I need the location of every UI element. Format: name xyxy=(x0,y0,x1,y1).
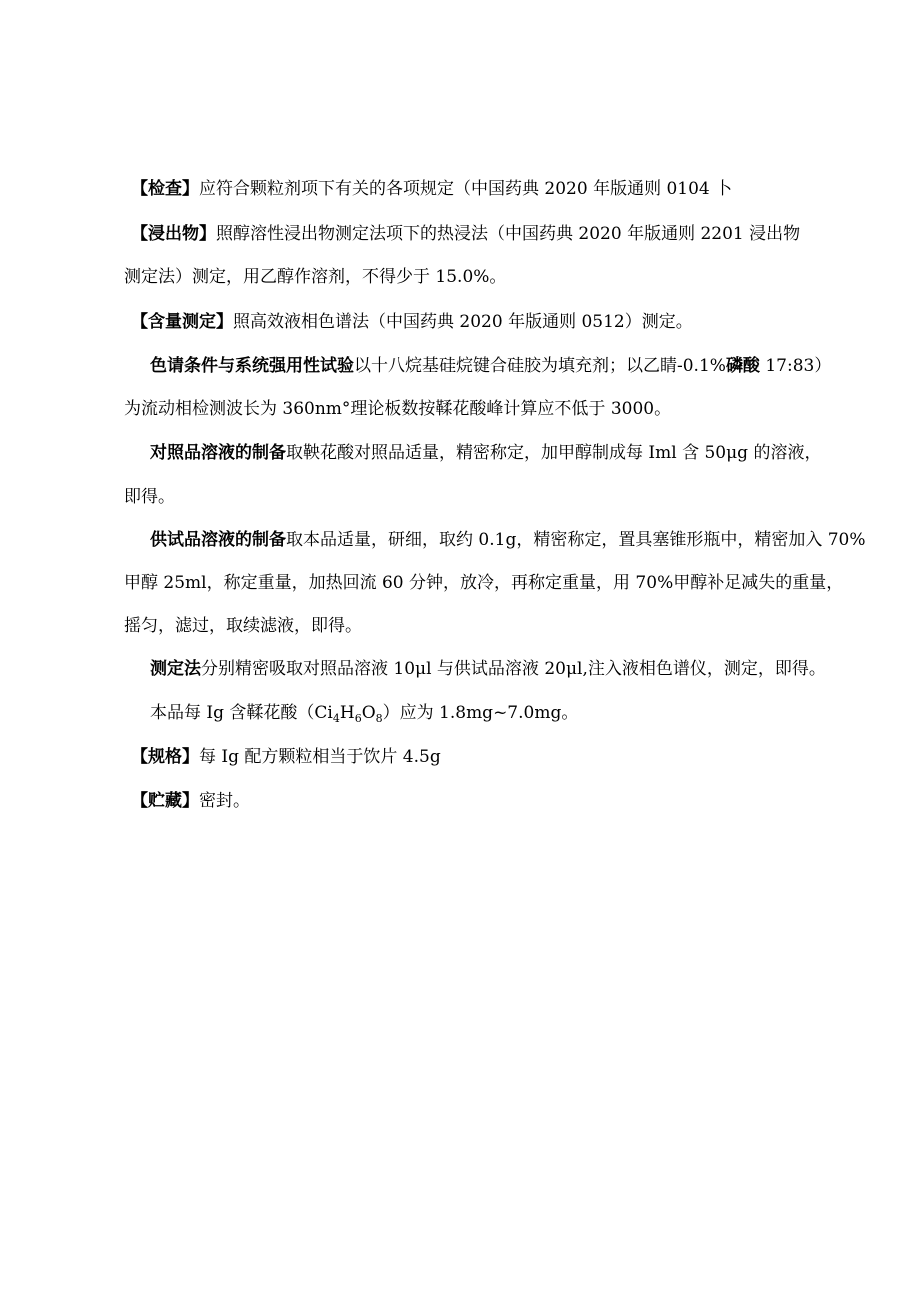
section-cedingfa xyxy=(150,657,826,681)
section-duizhao-line2 xyxy=(124,485,175,509)
zhucang-text: 密封。 xyxy=(199,791,250,811)
jiancha-text: 应符合颗粒剂项下有关的各项规定（中国药典 2020 年版通则 0104 卜 xyxy=(199,179,733,199)
section-jiancha xyxy=(131,177,732,201)
jiancha-label: 【检查】 xyxy=(131,179,199,199)
jinchuwu-text1: 照醇溶性浸出物测定法项下的热浸法（中国药典 2020 年版通则 2201 浸出物 xyxy=(216,224,801,244)
benpin-sub1: 4 xyxy=(332,712,340,725)
section-duizhao-line1 xyxy=(150,441,821,465)
section-zhucang xyxy=(131,789,250,813)
gongshi-label: 供试品溶液的制备 xyxy=(150,530,286,550)
sepu-text1a: 以十八烷基硅烷键合硅胶为填充剂；以乙睛-0.1% xyxy=(354,356,726,376)
section-gongshi-line2 xyxy=(124,571,843,595)
zhucang-label: 【贮藏】 xyxy=(131,791,199,811)
benpin-post: ）应为 1.8mg~7.0mg。 xyxy=(382,703,579,723)
benpin-sub2: 6 xyxy=(354,712,362,725)
duizhao-text2: 即得。 xyxy=(124,487,175,507)
section-sepu-line1 xyxy=(150,354,831,378)
sepu-text1b: 17:83） xyxy=(759,356,832,376)
duizhao-label: 对照品溶液的制备 xyxy=(150,443,286,463)
guige-label: 【规格】 xyxy=(131,747,199,767)
section-hanliang xyxy=(131,310,693,334)
hanliang-label: 【含量测定】 xyxy=(131,312,233,332)
benpin-sub3: 8 xyxy=(375,712,383,725)
sepu-bold-mid: 磷酸 xyxy=(725,356,760,376)
jinchuwu-text2: 测定法）测定，用乙醇作溶剂，不得少于 15.0%。 xyxy=(124,267,507,287)
cedingfa-label: 测定法 xyxy=(150,659,201,679)
section-gongshi-line1 xyxy=(150,528,866,552)
section-guige xyxy=(131,745,441,769)
benpin-pre: 本品每 Ig 含鞣花酸（Ci xyxy=(150,703,333,723)
jinchuwu-label: 【浸出物】 xyxy=(131,224,216,244)
sepu-text2: 为流动相检测波长为 360nm°理论板数按鞣花酸峰计算应不低于 3000。 xyxy=(124,399,672,419)
section-jinchuwu-line2 xyxy=(124,265,506,289)
section-benpin xyxy=(150,701,578,725)
hanliang-text: 照高效液相色谱法（中国药典 2020 年版通则 0512）测定。 xyxy=(233,312,693,332)
gongshi-text1: 取本品适量，研细，取约 0.1g，精密称定，置具塞锥形瓶中，精密加入 70% xyxy=(286,530,866,550)
section-gongshi-line3 xyxy=(124,614,362,638)
gongshi-text3: 摇匀，滤过，取续滤液，即得。 xyxy=(124,616,362,636)
cedingfa-text: 分别精密吸取对照品溶液 10μl 与供试品溶液 20μl,注入液相色谱仪，测定，即得。 xyxy=(201,659,826,679)
benpin-mid1: H xyxy=(339,703,355,723)
gongshi-text2: 甲醇 25ml，称定重量，加热回流 60 分钟，放冷，再称定重量，用 70%甲醇补足减失的重量， xyxy=(124,573,844,593)
section-sepu-line2 xyxy=(124,397,671,421)
duizhao-text1: 取鞅花酸对照品适量，精密称定，加甲醇制成每 Iml 含 50μg 的溶液， xyxy=(286,443,822,463)
sepu-label: 色请条件与系统强用性试验 xyxy=(150,356,354,376)
guige-text: 每 Ig 配方颗粒相当于饮片 4.5g xyxy=(199,747,441,767)
section-jinchuwu-line1 xyxy=(131,222,800,246)
benpin-mid2: O xyxy=(361,703,376,723)
